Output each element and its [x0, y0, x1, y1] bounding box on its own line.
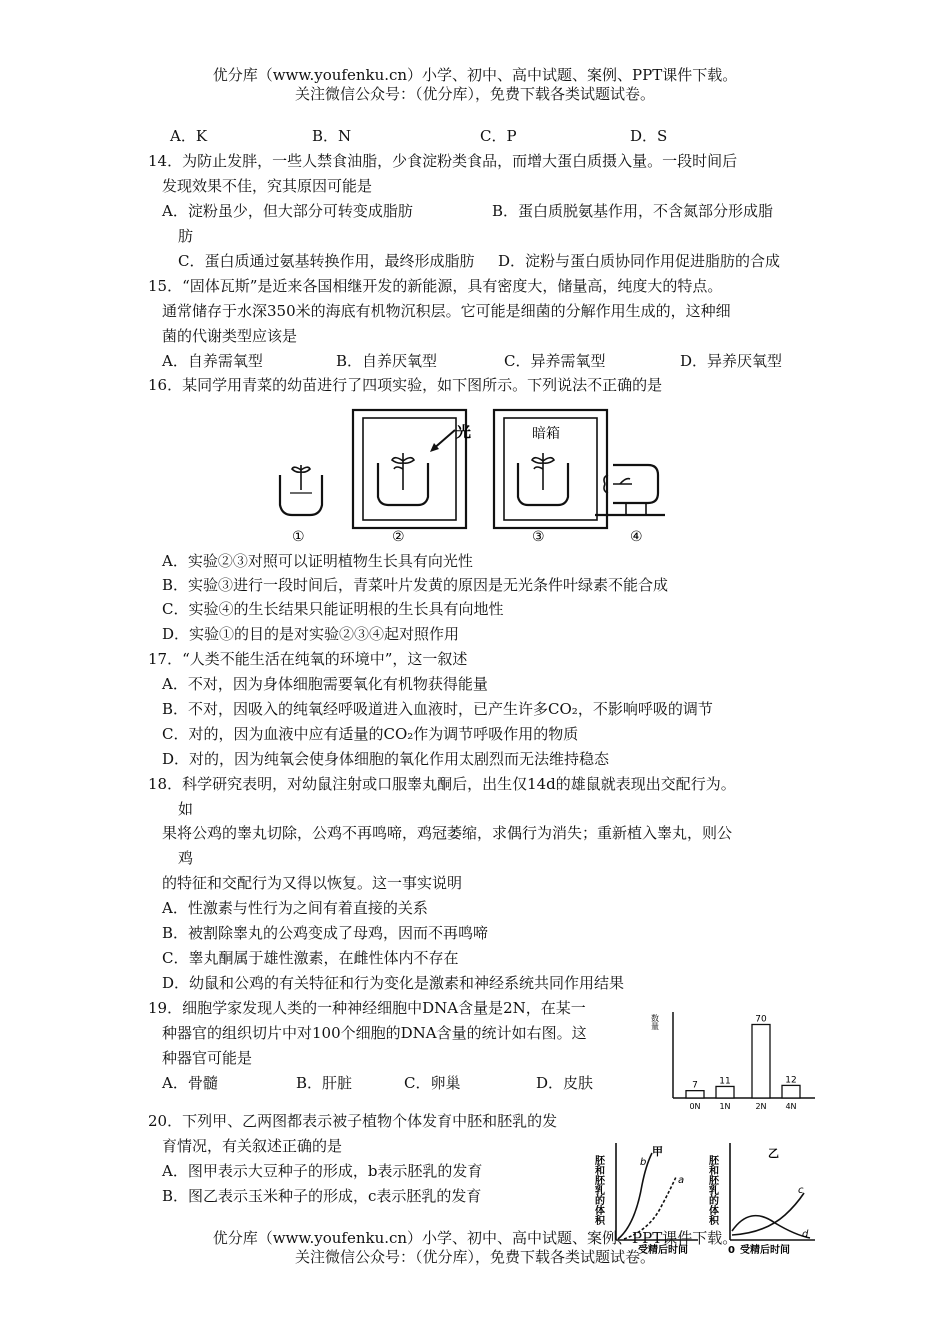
label-a: a — [678, 1175, 685, 1186]
q16-option-a: A．实验②③对照可以证明植物生长具有向光性 — [162, 552, 473, 570]
label-d: d — [802, 1229, 809, 1240]
label-b: b — [640, 1157, 647, 1168]
footer-line-1: 优分库（www.youfenku.cn）小学、初中、高中试题、案例、PPT课件下载。 — [212, 1229, 738, 1247]
q14-option-b: B．蛋白质脱氨基作用，不含氮部分形成脂 — [492, 202, 774, 220]
chart-y-label: 数量 — [650, 1014, 660, 1030]
q15-option-a: A．自养需氧型 — [162, 352, 263, 370]
tick-label-4N: 4N — [785, 1102, 797, 1111]
q15-stem-2: 通常储存于水深350米的海底有机物沉积层。它可能是细菌的分解作用生成的，这种细 — [162, 302, 731, 320]
q20-option-a: A．图甲表示大豆种子的形成，b表示胚乳的发育 — [162, 1162, 483, 1180]
q19-stem-2: 种器官的组织切片中对100个细胞的DNA含量的统计如右图。这 — [162, 1024, 587, 1042]
q18-option-c: C．睾丸酮属于雄性激素，在雌性体内不存在 — [162, 949, 459, 967]
q18-stem-1-cont: 如 — [178, 800, 194, 818]
fig-number-3: ③ — [532, 529, 545, 545]
bar-value-4N: 12 — [785, 1075, 797, 1086]
q15-stem-1: 15．“固体瓦斯”是近来各国相继开发的新能源，具有密度大，储量高，纯度大的特点。 — [148, 277, 723, 295]
tick-label-1N: 1N — [719, 1102, 731, 1111]
q17-option-b: B．不对，因吸入的纯氧经呼吸道进入血液时，已产生许多CO₂，不影响呼吸的调节 — [162, 700, 713, 718]
q20-option-b: B．图乙表示玉米种子的形成，c表示胚乳的发育 — [162, 1187, 482, 1205]
q14-option-c: C．蛋白质通过氨基转换作用，最终形成脂肪 — [178, 252, 475, 270]
chart-jia-title: 甲 — [652, 1145, 663, 1158]
q16-option-c: C．实验④的生长结果只能证明根的生长具有向地性 — [162, 600, 504, 618]
q15-option-c: C．异养需氧型 — [504, 352, 606, 370]
q15-option-b: B．自养厌氧型 — [336, 352, 438, 370]
q15-stem-3: 菌的代谢类型应该是 — [162, 327, 298, 345]
q19-dna-chart — [645, 1000, 820, 1120]
header-line-1: 优分库（www.youfenku.cn）小学、初中、高中试题、案例、PPT课件下载。 — [212, 66, 738, 84]
tick-label-0N: 0N — [689, 1102, 701, 1111]
header-line-2: 关注微信公众号：（优分库），免费下载各类试题试卷。 — [294, 85, 655, 103]
q17-option-a: A．不对，因为身体细胞需要氧化有机物获得能量 — [162, 675, 488, 693]
jia-x-label: 受精后时间 — [638, 1245, 688, 1256]
footer-line-2: 关注微信公众号：（优分库），免费下载各类试题试卷。 — [294, 1248, 655, 1266]
q19-option-c: C．卵巢 — [404, 1074, 461, 1092]
yi-origin: 0 — [728, 1245, 735, 1256]
q18-stem-1: 18．科学研究表明，对幼鼠注射或口服睾丸酮后，出生仅14d的雄鼠就表现出交配行为。 — [148, 775, 736, 793]
q17-option-c: C．对的，因为血液中应有适量的CO₂作为调节呼吸作用的物质 — [162, 725, 579, 743]
q19-option-b: B．肝脏 — [296, 1074, 353, 1092]
q13-option-c: C．P — [480, 127, 517, 145]
q14-option-d: D．淀粉与蛋白质协同作用促进脂肪的合成 — [498, 252, 781, 270]
q16-stem: 16．某同学用青菜的幼苗进行了四项实验，如下图所示。下列说法不正确的是 — [148, 376, 663, 394]
q18-option-d: D．幼鼠和公鸡的有关特征和行为变化是激素和神经系统共同作用结果 — [162, 974, 625, 992]
chart-yi-title: 乙 — [768, 1147, 779, 1160]
q17-option-d: D．对的，因为纯氧会使身体细胞的氧化作用太剧烈而无法维持稳态 — [162, 750, 610, 768]
q18-stem-2-cont: 鸡 — [178, 849, 194, 867]
label-c: c — [798, 1185, 804, 1196]
fig-number-4: ④ — [630, 529, 643, 545]
q14-stem-2: 发现效果不佳，究其原因可能是 — [162, 177, 373, 195]
fig-number-1: ① — [292, 529, 305, 545]
bar-value-1N: 11 — [719, 1076, 731, 1087]
q14-option-a: A．淀粉虽少，但大部分可转变成脂肪 — [162, 202, 413, 220]
q16-option-b: B．实验③进行一段时间后，青菜叶片发黄的原因是无光条件叶绿素不能合成 — [162, 576, 669, 594]
bar-0N — [686, 1091, 704, 1098]
q19-stem-3: 种器官可能是 — [162, 1049, 253, 1067]
bar-1N — [716, 1086, 734, 1098]
q20-stem-2: 育情况，有关叙述正确的是 — [162, 1137, 343, 1155]
bar-value-0N: 7 — [692, 1080, 698, 1091]
q16-option-d: D．实验①的目的是对实验②③④起对照作用 — [162, 625, 460, 643]
q15-option-d: D．异养厌氧型 — [680, 352, 783, 370]
q20-stem-1: 20．下列甲、乙两图都表示被子植物个体发育中胚和胚乳的发 — [148, 1112, 558, 1130]
q14-stem-1: 14．为防止发胖，一些人禁食油脂，少食淀粉类食品，而增大蛋白质摄入量。一段时间后 — [148, 152, 738, 170]
yi-x-label: 受精后时间 — [740, 1245, 790, 1256]
q19-option-a: A．骨髓 — [162, 1074, 218, 1092]
fig-number-2: ② — [392, 529, 405, 545]
q19-option-d: D．皮肤 — [536, 1074, 594, 1092]
bar-value-2N: 70 — [755, 1014, 767, 1025]
q16-experiment-figure — [270, 405, 670, 550]
q13-option-d: D．S — [630, 127, 668, 145]
q18-stem-3: 的特征和交配行为又得以恢复。这一事实说明 — [162, 874, 463, 892]
q14-option-b-cont: 肪 — [178, 227, 194, 245]
q17-stem: 17．“人类不能生活在纯氧的环境中”，这一叙述 — [148, 650, 468, 668]
q19-stem-1: 19．细胞学家发现人类的一种神经细胞中DNA含量是2N，在某一 — [148, 999, 586, 1017]
q13-option-b: B．N — [312, 127, 352, 145]
dark-box-label: 暗箱 — [532, 426, 560, 442]
q18-stem-2: 果将公鸡的睾丸切除，公鸡不再鸣啼，鸡冠萎缩，求偶行为消失；重新植入睾丸，则公 — [162, 824, 733, 842]
q18-option-b: B．被割除睾丸的公鸡变成了母鸡，因而不再鸣啼 — [162, 924, 489, 942]
jia-y-label: 胚和胚乳的体积 — [592, 1155, 604, 1225]
bar-2N — [752, 1025, 770, 1099]
q13-option-a: A．K — [170, 127, 208, 145]
bar-4N — [782, 1085, 800, 1098]
light-label: 光 — [456, 423, 472, 441]
q18-option-a: A．性激素与性行为之间有着直接的关系 — [162, 899, 428, 917]
tick-label-2N: 2N — [755, 1102, 767, 1111]
yi-y-label: 胚和胚乳的体积 — [706, 1155, 718, 1225]
